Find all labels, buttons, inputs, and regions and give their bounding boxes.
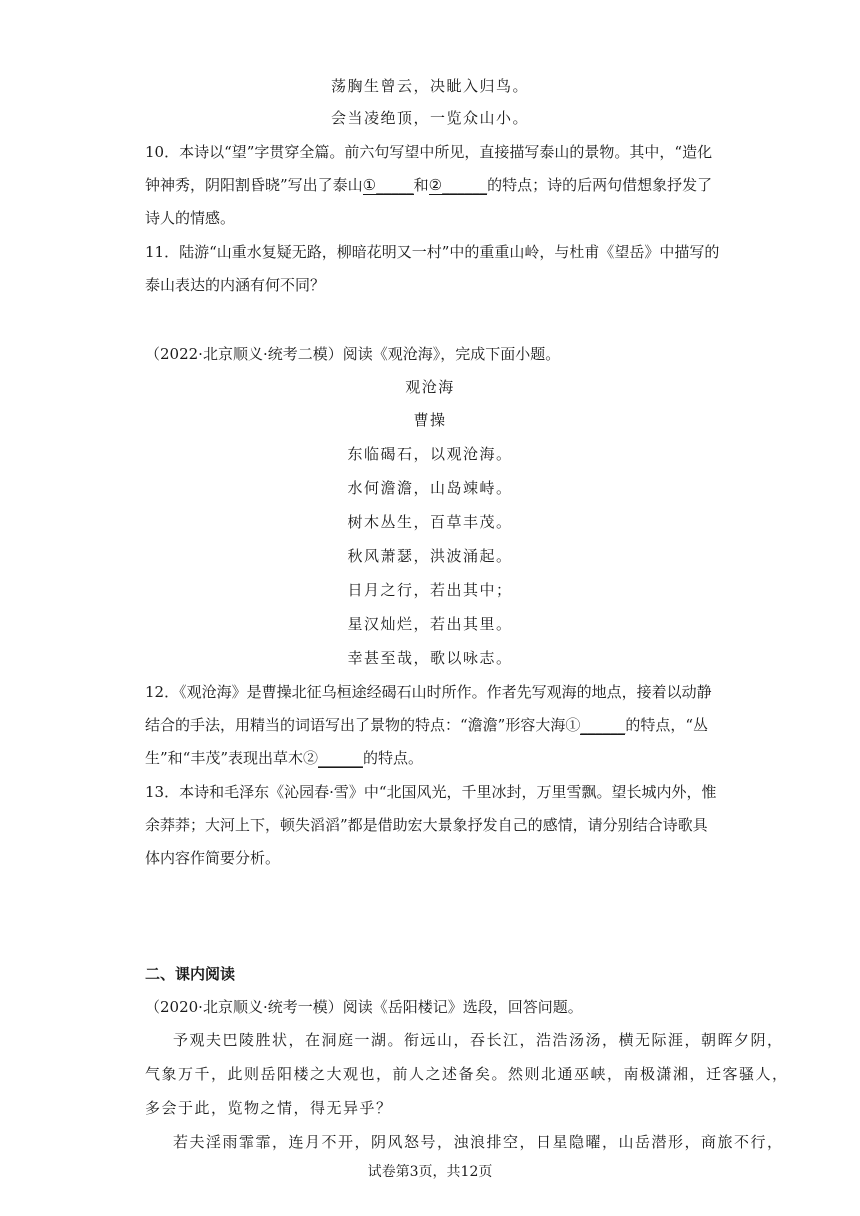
passage-line: 多会于此，览物之情，得无异乎？	[145, 1099, 393, 1117]
question-13-line: 余莽莽；大河上下，顿失滔滔”都是借助宏大景象抒发自己的感情，请分别结合诗歌具	[145, 816, 708, 834]
page-footer: 试卷第3页，共12页	[367, 1164, 493, 1180]
poem-line: 水何澹澹，山岛竦峙。	[347, 479, 513, 497]
poem-line: 星汉灿烂，若出其里。	[347, 615, 513, 633]
question-13-line: 体内容作简要分析。	[145, 849, 281, 867]
question-10-line: 10．本诗以“望”字贯穿全篇。前六句写望中所见，直接描写泰山的景物。其中，“造化	[145, 143, 713, 161]
question-13-line: 13．本诗和毛泽东《沁园春·雪》中“北国风光，千里冰封，万里雪飘。望长城内外，惟	[145, 783, 717, 801]
passage-line: 若夫淫雨霏霏，连月不开，阴风怒号，浊浪排空，日星隐曜，山岳潜形，商旅不行，	[173, 1133, 784, 1151]
answer-blank[interactable]: ②______	[428, 176, 488, 194]
poem-line: 幸甚至哉，歌以咏志。	[347, 649, 513, 667]
poem-line: 东临碣石，以观沧海。	[347, 445, 513, 463]
poem-line: 树木丛生，百草丰茂。	[347, 513, 513, 531]
question-11-line: 泰山表达的内涵有何不同？	[145, 276, 326, 294]
section-heading: 二、课内阅读	[145, 965, 236, 983]
question-12-line: 结合的手法，用精当的词语写出了景物的特点：“澹澹”形容大海①______的特点，“丛	[145, 716, 709, 734]
question-12-line: 12．《观沧海》是曹操北征乌桓途经碣石山时所作。作者先写观海的地点，接着以动静	[145, 683, 712, 701]
poem-line: 秋风萧瑟，洪波涌起。	[347, 547, 513, 565]
poem-title: 观沧海	[405, 378, 455, 396]
reading-intro: （2022·北京顺义·统考二模）阅读《观沧海》，完成下面小题。	[145, 345, 561, 363]
passage-line: 气象万千，此则岳阳楼之大观也，前人之述备矣。然则北通巫峡，南极潇湘，迁客骚人，	[145, 1065, 789, 1083]
poem-author: 曹操	[413, 411, 447, 429]
reading-intro: （2020·北京顺义·统考一模）阅读《岳阳楼记》选段，回答问题。	[145, 998, 583, 1016]
poem-line: 会当凌绝顶，一览众山小。	[330, 109, 529, 127]
poem-line: 荡胸生曾云，决眦入归鸟。	[330, 77, 529, 95]
question-10-line: 诗人的情感。	[145, 209, 236, 227]
passage-line: 予观夫巴陵胜状，在洞庭一湖。衔远山，吞长江，浩浩汤汤，横无际涯，朝晖夕阴，	[173, 1031, 784, 1049]
poem-line: 日月之行，若出其中；	[347, 581, 513, 599]
answer-blank[interactable]: ______	[318, 749, 364, 767]
answer-blank[interactable]: ______	[580, 716, 626, 734]
question-11-line: 11．陆游“山重水复疑无路，柳暗花明又一村”中的重重山岭，与杜甫《望岳》中描写的	[145, 243, 720, 261]
answer-blank[interactable]: ①_____	[362, 176, 414, 194]
question-10-line: 钟神秀，阴阳割昏晓”写出了泰山①_____和②______的特点；诗的后两句借想象抒发了	[145, 176, 713, 194]
question-12-line: 生”和“丰茂”表现出草木②______的特点。	[145, 749, 424, 767]
